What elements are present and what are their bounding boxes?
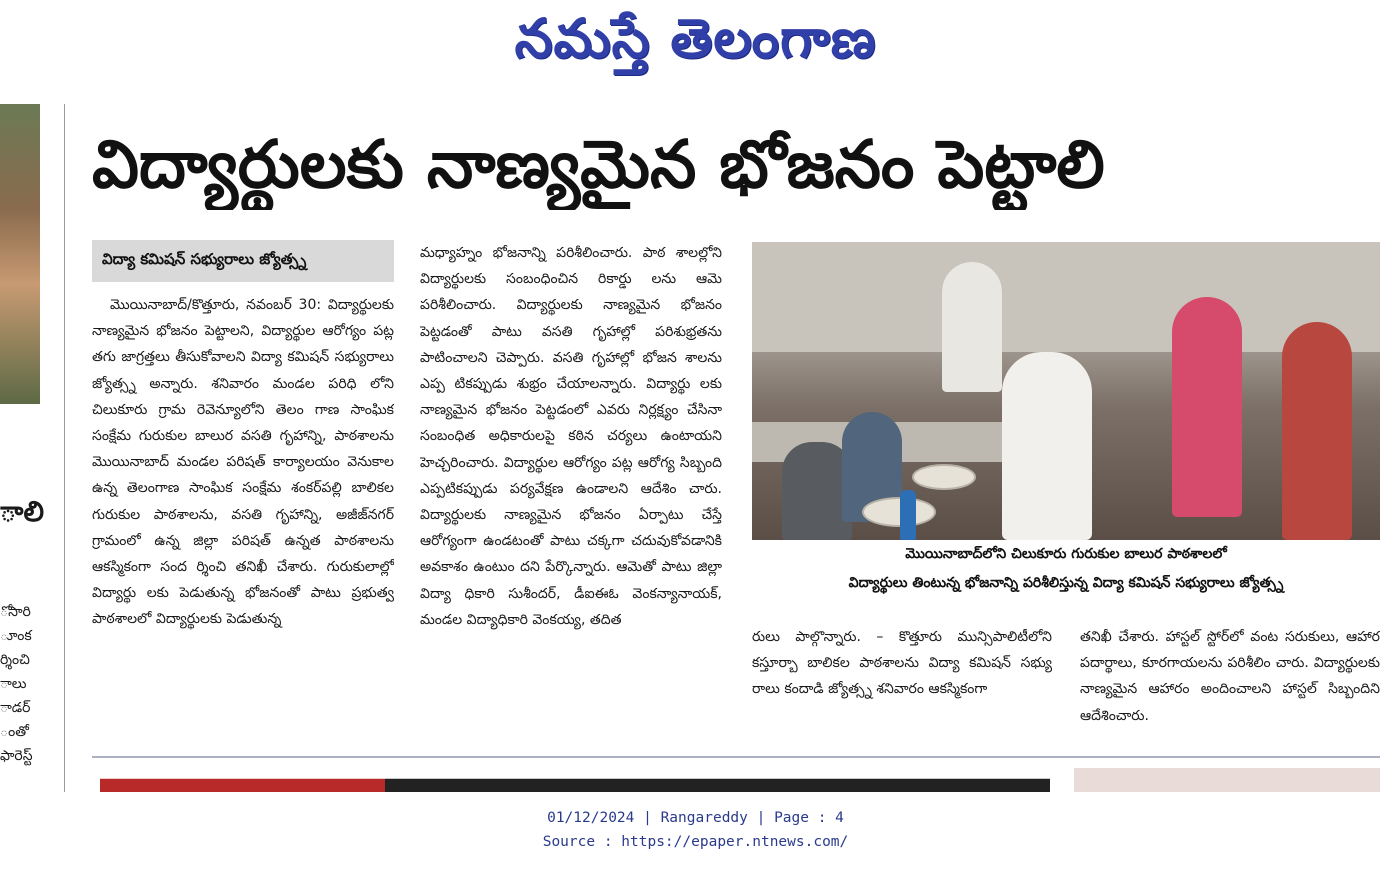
next-article-box-cropped — [1074, 768, 1380, 792]
left-clipped-heading: ాలి — [0, 495, 44, 528]
photo-plate — [862, 497, 936, 527]
article-headline: విద్యార్థులకు నాణ్యమైన భోజనం పెట్టాలి — [92, 126, 1105, 203]
left-clipped-line: ాడర్ — [0, 700, 31, 716]
page-footer — [0, 806, 1391, 854]
photo-person — [942, 262, 1002, 392]
left-clipped-line: ఫారెస్ట్ — [0, 748, 33, 764]
next-article-headline-cropped — [100, 770, 1050, 792]
photo-caption — [752, 540, 1380, 606]
section-divider — [92, 756, 1380, 758]
photo-person — [1282, 322, 1352, 540]
photo-person — [1002, 352, 1092, 540]
left-clipped-photo — [0, 104, 40, 404]
article-column-1: మొయినాబాద్/కొత్తూరు, నవంబర్ 30: విద్యార్థులకు నాణ్యమైన భోజనం పెట్టాలని, విద్యార్థుల ఆరోగ్యం పట్ల తగు జాగ్రత్తలు తీసుకోవాలని విద్యా కమిషన్ సభ్యురాలు జ్యోత్స్న అన్నారు. శనివారం మండల పరిధి లోని చిలుకూరు గ్రామ రెవెన్యూలోని తెలం గాణ సాంఘిక సంక్షేమ గురుకుల బాలుర వసతి గృహాన్ని, పాఠశాలను మొయినాబాద్ మండల పరిషత్ కార్యాలయం వెనుకాల ఉన్న తెలంగాణ సాంఘిక సంక్షేమ శంకర్‌పల్లి బాలికల గురుకుల పాఠశాలను, వసతి గృహాన్ని, అజీజ్‌నగర్ గ్రామంలో ఉన్న జిల్లా పరిషత్ ఉన్నత పాఠశాలను ఆకస్మికంగా సంద ర్శించి తనిఖీ చేశారు. గురుకులాల్లో విద్యార్థు లకు పెడుతున్న భోజనంతో పాటు ప్రభుత్వ పాఠశాలలో విద్యార్థులకు పెడుతున్న — [92, 297, 394, 628]
photo-person — [1172, 297, 1242, 517]
article-photo — [752, 242, 1380, 540]
article-column-4: తనిఖీ చేశారు. హాస్టల్ స్టోర్‌లో వంట సరుకులు, ఆహార పదార్థాలు, కూరగాయలను పరిశీలిం చారు. విద్యార్థులకు నాణ్యమైన ఆహారం అందించాలని హాస్టల్ సిబ్బందిని ఆదేశించారు. — [1080, 629, 1380, 724]
left-clipped-line: ాలు — [0, 676, 27, 692]
column-divider — [64, 104, 65, 792]
left-clipped-column — [0, 600, 42, 768]
photo-caption-line: విద్యార్థులు తింటున్న భోజనాన్ని పరిశీలిస్తున్న విద్యా కమిషన్ సభ్యురాలు జ్యోత్స్న — [848, 575, 1284, 591]
article-column-3: రులు పాల్గొన్నారు. – కొత్తూరు మున్సిపాలిటీలోని కస్తూర్బా బాలికల పాఠశాలను విద్యా కమిషన్ సభ్యు రాలు కందాడి జ్యోత్స్న శనివారం ఆకస్మికంగా — [752, 629, 1052, 698]
photo-plate — [912, 464, 976, 490]
footer-edition-info: 01/12/2024 | Rangareddy | Page : 4 — [547, 810, 844, 826]
article-column-2: మధ్యాహ్నం భోజనాన్ని పరిశీలించారు. పాఠ శాలల్లోని విద్యార్థులకు సంబంధించిన రికార్డు లను ఆమె పరిశీలించారు. విద్యార్థులకు నాణ్యమైన భోజనం పెట్టడంతో పాటు వసతి గృహాల్లో పరిశుభ్రతను పాటించాలని చెప్పారు. వసతి గృహాల్లో భోజన శాలను ఎప్ప టికప్పుడు శుభ్రం చేయాలన్నారు. విద్యార్థు లకు నాణ్యమైన భోజనం పెట్టడంలో ఎవరు నిర్లక్ష్యం చేసినా సంబంధిత అధికారులపై కఠిన చర్యలు ఉంటాయని హెచ్చరించారు. విద్యార్థుల ఆరోగ్యం పట్ల ఆరోగ్య సిబ్బంది ఎప్పటికప్పుడు పర్యవేక్షణ ఉండాలని ఆదేశిం చారు. విద్యార్థులకు నాణ్యమైన భోజనం ఏర్పాటు చేస్తే ఆరోగ్యంగా ఉండటంతో పాటు చక్కగా చదువుకోవడానికి అవకాశం ఉంటుం దని పేర్కొన్నారు. ఆమెతో పాటు జిల్లా విద్యా ధికారి సుశీందర్, డీఐఈఓ వెంకన్యానాయక్, మండల విద్యాధికారి వెంకయ్య, తదిత — [420, 245, 722, 628]
photo-water-bottle — [900, 490, 916, 540]
left-clipped-line: ర్శించి — [0, 652, 30, 668]
left-clipped-line: ూంక — [0, 628, 32, 644]
masthead-logo: నమస్తే తెలంగాణ — [514, 6, 877, 70]
left-clipped-line: ంతో — [0, 724, 29, 740]
photo-wall — [752, 242, 1380, 352]
footer-source-link[interactable]: Source : https://epaper.ntnews.com/ — [542, 834, 849, 850]
photo-caption-line: మొయినాబాద్‌లోని చిలుకూరు గురుకుల బాలుర పాఠశాలలో — [905, 546, 1227, 562]
left-clipped-line: ోసారి — [0, 604, 31, 620]
article-subheading: విద్యా కమిషన్ సభ్యురాలు జ్యోత్స్న — [92, 240, 394, 282]
